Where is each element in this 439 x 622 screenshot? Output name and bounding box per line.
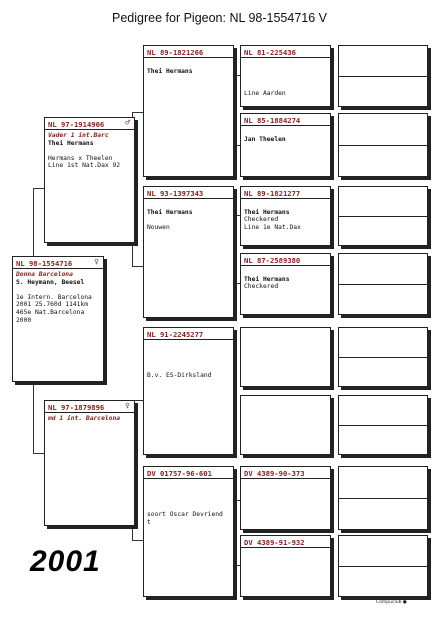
ring-number: NL 97-1879896 xyxy=(48,403,105,412)
breeder: Jan Theelen xyxy=(244,135,286,143)
female-icon: ♀ xyxy=(94,257,99,266)
breeder: Thei Hermans xyxy=(244,275,290,283)
info-line: Checkered xyxy=(244,216,279,224)
info-line: 1e Intern. Barcelona xyxy=(16,293,92,301)
pigeon-card-gen5-empty[interactable] xyxy=(338,395,428,455)
pigeon-card-dam-sire[interactable] xyxy=(143,327,234,455)
pigeon-card-dam-dam[interactable] xyxy=(143,466,234,597)
pigeon-card-gen5-empty[interactable] xyxy=(338,327,428,387)
pigeon-card-gen5-empty[interactable] xyxy=(338,186,428,246)
ring-number: NL 89-1821266 xyxy=(147,48,204,57)
pigeon-card-ssd[interactable] xyxy=(240,113,331,177)
breeder: Thei Hermans xyxy=(147,208,193,216)
ring-number: NL 85-1884274 xyxy=(244,116,301,125)
connector-line xyxy=(132,540,143,541)
ring-number: DV 01757-96-601 xyxy=(147,469,212,478)
software-brand: Compuclub ● xyxy=(376,600,407,605)
year-label: 2001 xyxy=(30,545,101,578)
info-line: Checkered xyxy=(244,283,279,291)
pigeon-card-sire-dam[interactable] xyxy=(143,186,234,318)
pigeon-card-ddd[interactable] xyxy=(240,535,331,597)
ring-number: NL 81-225436 xyxy=(244,48,296,57)
pigeon-card-sdd[interactable] xyxy=(240,253,331,315)
pigeon-card-gen5-empty[interactable] xyxy=(338,535,428,597)
info-line: soort Oscar Devriend xyxy=(147,511,223,519)
breeder: Thei Hermans xyxy=(244,208,290,216)
info-line: B.v. ES-Dirksland xyxy=(147,372,212,380)
ring-number: NL 87-2589380 xyxy=(244,256,301,265)
pigeon-card-sss[interactable] xyxy=(240,45,331,107)
male-icon: ♂ xyxy=(125,118,130,127)
pigeon-card-subject[interactable] xyxy=(12,256,104,382)
info-line: Nouwen xyxy=(147,223,170,231)
info-line: 465e Nat.Barcelona xyxy=(16,308,85,316)
connector-line xyxy=(132,112,143,113)
pigeon-card-dam[interactable] xyxy=(44,400,135,526)
connector-line xyxy=(33,188,34,258)
info-line: Hermans x Theelen xyxy=(48,154,113,162)
pigeon-card-sire-sire[interactable] xyxy=(143,45,234,177)
info-line: Line 1e Nat.Dax xyxy=(244,223,301,231)
pigeon-card-gen5-empty[interactable] xyxy=(338,113,428,177)
info-line: Line Aarden xyxy=(244,90,286,98)
pigeon-name: Donna Barcelona xyxy=(16,271,73,278)
pigeon-card-dss-empty[interactable] xyxy=(240,327,331,387)
pigeon-name: Vader 1 int.Barc xyxy=(48,132,109,139)
info-line: 2001 25.760d 1141km xyxy=(16,301,89,309)
ring-number: DV 4389-90-373 xyxy=(244,469,305,478)
ring-number: NL 93-1397343 xyxy=(147,189,204,198)
ring-number: NL 89-1821277 xyxy=(244,189,301,198)
ring-number: DV 4389-91-932 xyxy=(244,538,305,547)
connector-line xyxy=(33,383,34,453)
ring-number: NL 98-1554716 xyxy=(16,259,73,268)
info-line: t xyxy=(147,518,151,526)
pigeon-card-gen5-empty[interactable] xyxy=(338,45,428,107)
ring-number: NL 97-1914906 xyxy=(48,120,105,129)
ring-number: NL 91-2245277 xyxy=(147,330,204,339)
pigeon-card-sire[interactable] xyxy=(44,117,135,243)
pigeon-card-dsd-empty[interactable] xyxy=(240,395,331,455)
breeder: Thei Hermans xyxy=(48,139,94,147)
page-title: Pedigree for Pigeon: NL 98-1554716 V xyxy=(112,11,327,25)
breeder: S. Heymann, Beesel xyxy=(16,278,85,286)
pigeon-card-gen5-empty[interactable] xyxy=(338,253,428,315)
pigeon-card-gen5-empty[interactable] xyxy=(338,466,428,530)
connector-line xyxy=(132,266,143,267)
pigeon-name: md 1 int. Barcelona xyxy=(48,415,121,422)
pigeon-card-dds[interactable] xyxy=(240,466,331,530)
info-line: 2000 xyxy=(16,316,32,324)
female-icon: ♀ xyxy=(125,401,130,410)
info-line: Line 1st Nat.Dax 92 xyxy=(48,162,121,170)
breeder: Thei Hermans xyxy=(147,67,193,75)
pigeon-card-sds[interactable] xyxy=(240,186,331,246)
